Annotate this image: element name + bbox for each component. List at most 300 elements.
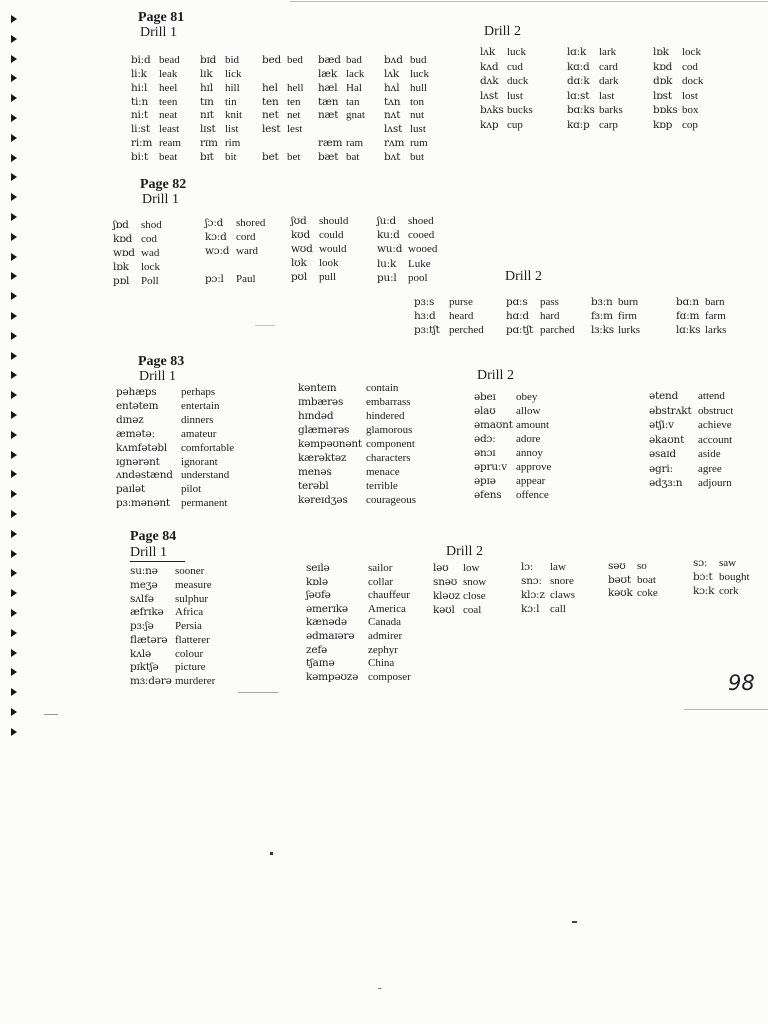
phonetic-transcription: hɑːd <box>506 310 529 322</box>
phonetic-transcription: pɑːtʃt <box>506 324 534 336</box>
drill-word: list <box>225 123 239 135</box>
drill-word: Paul <box>236 273 256 285</box>
drill-word: saw <box>719 557 737 569</box>
drill-word: but <box>410 151 425 163</box>
phonetic-transcription: lɪst <box>200 123 216 135</box>
phonetic-transcription: ʃɔːd <box>205 217 224 229</box>
drill-word: coal <box>463 604 482 616</box>
drill-word: pull <box>319 271 337 283</box>
section-heading: Page 84 <box>130 529 177 544</box>
drill-word: understand <box>181 469 230 481</box>
binding-hole-mark <box>11 173 17 181</box>
phonetic-transcription: suːnə <box>130 565 158 577</box>
drill-title: Drill 2 <box>446 544 483 559</box>
phonetic-transcription: nʌt <box>384 109 401 121</box>
phonetic-transcription: bɪt <box>200 151 214 163</box>
phonetic-transcription: wʊd <box>291 243 313 255</box>
phonetic-transcription: tiːn <box>131 96 149 108</box>
drill-word: ten <box>287 96 301 108</box>
drill-word: barn <box>705 296 725 308</box>
phonetic-transcription: niːt <box>131 109 149 121</box>
drill-word: cord <box>236 231 256 243</box>
phonetic-transcription: tʃaɪnə <box>306 657 335 669</box>
drill-word: lust <box>507 90 523 102</box>
binding-hole-mark <box>11 154 17 162</box>
phonetic-transcription: hɪndəd <box>298 410 334 422</box>
phonetic-transcription: əmaʊnt <box>474 419 513 431</box>
phonetic-transcription: bɑːks <box>567 104 595 116</box>
phonetic-transcription: æfrɪkə <box>130 606 164 618</box>
drill-word: larks <box>705 324 727 336</box>
phonetic-transcription: kləʊz <box>433 590 460 602</box>
drill-title: Drill 1 <box>130 545 185 562</box>
drill-title: Drill 2 <box>477 368 514 383</box>
phonetic-transcription: nɪt <box>200 109 214 121</box>
drill-word: courageous <box>366 494 417 506</box>
phonetic-transcription: kʌmfətəbl <box>116 442 168 454</box>
phonetic-transcription: pɑːs <box>506 296 528 308</box>
drill-word: neat <box>159 109 178 121</box>
drill-word: glamorous <box>366 424 413 436</box>
drill-word: embarrass <box>366 396 411 408</box>
drill-word: lack <box>346 68 365 80</box>
phonetic-transcription: lɔː <box>521 561 534 573</box>
drill-word: entertain <box>181 400 220 412</box>
phonetic-transcription: hʌl <box>384 82 400 94</box>
drill-word: zephyr <box>368 644 398 656</box>
drill-word: terrible <box>366 480 398 492</box>
phonetic-transcription: bəʊt <box>608 574 631 586</box>
phonetic-transcription: puːl <box>377 272 397 284</box>
drill-word: rim <box>225 137 241 149</box>
binding-hole-mark <box>11 312 17 320</box>
binding-hole-mark <box>11 470 17 478</box>
phonetic-transcription: lʌk <box>480 46 496 58</box>
drill-word: ram <box>346 137 364 149</box>
phonetic-transcription: hel <box>262 82 278 94</box>
phonetic-transcription: ræm <box>318 137 343 149</box>
drill-word: bit <box>225 151 237 163</box>
phonetic-transcription: ten <box>262 96 279 108</box>
drill-word: account <box>698 434 733 446</box>
drill-word: adjourn <box>698 477 732 489</box>
phonetic-transcription: bɔːt <box>693 571 713 583</box>
phonetic-transcription: net <box>262 109 279 121</box>
phonetic-transcription: riːm <box>131 137 153 149</box>
binding-hole-mark <box>11 55 17 63</box>
drill-word: Hal <box>346 82 362 94</box>
binding-hole-mark <box>11 15 17 23</box>
binding-hole-mark <box>11 94 17 102</box>
phonetic-transcription: bæd <box>318 54 341 66</box>
scan-artifact <box>378 988 381 989</box>
drill-word: claws <box>550 589 576 601</box>
drill-word: approve <box>516 461 552 473</box>
phonetic-transcription: əmerɪkə <box>306 603 348 615</box>
drill-word: box <box>682 104 699 116</box>
phonetic-transcription: næt <box>318 109 339 121</box>
drill-word: lick <box>225 68 242 80</box>
binding-hole-mark <box>11 193 17 201</box>
drill-word: cud <box>507 61 523 73</box>
drill-word: murderer <box>175 675 216 687</box>
drill-word: Persia <box>175 620 202 632</box>
binding-hole-mark <box>11 708 17 716</box>
binding-hole-mark <box>11 371 17 379</box>
drill-word: coke <box>637 587 658 599</box>
drill-word: heard <box>449 310 474 322</box>
phonetic-transcription: liːst <box>131 123 150 135</box>
drill-word: dock <box>682 75 704 87</box>
drill-word: heel <box>159 82 178 94</box>
binding-hole-mark <box>11 589 17 597</box>
drill-word: allow <box>516 405 541 417</box>
phonetic-transcription: bʌd <box>384 54 403 66</box>
section-heading: Page 82 <box>140 177 187 192</box>
phonetic-transcription: bɑːn <box>676 296 699 308</box>
drill-word: hard <box>540 310 560 322</box>
drill-word: agree <box>698 463 722 475</box>
phonetic-transcription: ʃʊd <box>291 215 307 227</box>
drill-word: ton <box>410 96 425 108</box>
drill-word: tin <box>225 96 237 108</box>
drill-word: bat <box>346 151 360 163</box>
drill-word: aside <box>698 448 721 460</box>
phonetic-transcription: fɜːm <box>591 310 613 322</box>
phonetic-transcription: əpɪə <box>474 475 496 487</box>
phonetic-transcription: tɪn <box>200 96 214 108</box>
phonetic-transcription: hiːl <box>131 82 148 94</box>
binding-hole-mark <box>11 431 17 439</box>
drill-word: measure <box>175 579 212 591</box>
phonetic-transcription: glæmərəs <box>298 424 350 436</box>
phonetic-transcription: pʊl <box>291 271 307 283</box>
drill-word: pass <box>540 296 559 308</box>
drill-word: bud <box>410 54 427 66</box>
drill-word: sulphur <box>175 593 208 605</box>
scan-artifact <box>44 714 58 715</box>
scan-artifact <box>238 692 278 693</box>
phonetic-transcription: lʌst <box>384 123 403 135</box>
phonetic-transcription: lest <box>262 123 281 135</box>
page-number: 98 <box>728 671 755 695</box>
phonetic-transcription: lʌst <box>480 90 499 102</box>
phonetic-transcription: wɔːd <box>205 245 230 257</box>
phonetic-transcription: biːt <box>131 151 149 163</box>
drill-word: annoy <box>516 447 543 459</box>
phonetic-transcription: lɒk <box>113 261 129 273</box>
phonetic-transcription: lʊk <box>291 257 307 269</box>
binding-hole-mark <box>11 530 17 538</box>
drill-word: ignorant <box>181 456 218 468</box>
drill-word: dinners <box>181 414 214 426</box>
binding-hole-mark <box>11 629 17 637</box>
drill-word: offence <box>516 489 549 501</box>
phonetic-transcription: sʌlfə <box>130 593 154 605</box>
drill-word: gnat <box>346 109 365 121</box>
binding-hole-mark <box>11 688 17 696</box>
drill-word: hill <box>225 82 240 94</box>
phonetic-transcription: mɜːdərə <box>130 675 172 687</box>
phonetic-transcription: bed <box>262 54 282 66</box>
phonetic-transcription: biːd <box>131 54 151 66</box>
phonetic-transcription: hɜːd <box>414 310 436 322</box>
phonetic-transcription: meʒə <box>130 579 158 591</box>
drill-word: bought <box>719 571 750 583</box>
drill-word: look <box>319 257 339 269</box>
phonetic-transcription: pɜːmənənt <box>116 497 170 509</box>
drill-word: low <box>463 562 480 574</box>
drill-word: amateur <box>181 428 217 440</box>
scan-artifact <box>290 1 768 2</box>
binding-hole-mark <box>11 649 17 657</box>
phonetic-transcription: pɜːʃə <box>130 620 154 632</box>
phonetic-transcription: æmətəː <box>116 428 155 440</box>
phonetic-transcription: bɜːn <box>591 296 613 308</box>
phonetic-transcription: ədmaɪərə <box>306 630 355 642</box>
drill-word: obstruct <box>698 405 734 417</box>
drill-word: menace <box>366 466 400 478</box>
binding-hole-mark <box>11 451 17 459</box>
drill-title: Drill 2 <box>484 24 521 39</box>
phonetic-transcription: hæl <box>318 82 338 94</box>
phonetic-transcription: kɒd <box>113 233 133 245</box>
drill-word: characters <box>366 452 411 464</box>
phonetic-transcription: lɑːst <box>567 90 590 102</box>
drill-word: law <box>550 561 566 573</box>
drill-word: cop <box>682 119 698 131</box>
phonetic-transcription: lɒk <box>653 46 669 58</box>
drill-word: contain <box>366 382 399 394</box>
drill-word: bead <box>159 54 180 66</box>
phonetic-transcription: lɑːk <box>567 46 587 58</box>
phonetic-transcription: kəʊk <box>608 587 633 599</box>
phonetic-transcription: kəmpəʊzə <box>306 671 359 683</box>
phonetic-transcription: tæn <box>318 96 339 108</box>
drill-word: purse <box>449 296 473 308</box>
phonetic-transcription: rɪm <box>200 137 218 149</box>
phonetic-transcription: bɪd <box>200 54 217 66</box>
drill-word: flatterer <box>175 634 210 646</box>
binding-hole-mark <box>11 510 17 518</box>
drill-word: snore <box>550 575 574 587</box>
drill-word: barks <box>599 104 623 116</box>
phonetic-transcription: kænədə <box>306 616 347 628</box>
drill-word: hindered <box>366 410 405 422</box>
phonetic-transcription: lɜːks <box>591 324 614 336</box>
phonetic-transcription: snəʊ <box>433 576 458 588</box>
binding-hole-mark <box>11 391 17 399</box>
phonetic-transcription: pɪktʃə <box>130 661 159 673</box>
phonetic-transcription: əkaʊnt <box>649 434 685 446</box>
drill-word: attend <box>698 390 725 402</box>
phonetic-transcription: kənteɪn <box>298 382 337 394</box>
phonetic-transcription: læk <box>318 68 337 80</box>
drill-word: cod <box>141 233 157 245</box>
drill-word: shoed <box>408 215 434 227</box>
drill-word: leak <box>159 68 178 80</box>
drill-word: lest <box>287 123 303 135</box>
drill-word: lark <box>599 46 617 58</box>
drill-word: admirer <box>368 630 403 642</box>
phonetic-transcription: kɒlə <box>306 576 328 588</box>
phonetic-transcription: lɒst <box>653 90 672 102</box>
phonetic-transcription: ətend <box>649 390 679 402</box>
drill-word: bad <box>346 54 362 66</box>
drill-word: pool <box>408 272 428 284</box>
drill-word: permanent <box>181 497 228 509</box>
phonetic-transcription: lʌk <box>384 68 400 80</box>
scan-artifact <box>684 709 768 710</box>
phonetic-transcription: ənɔɪ <box>474 447 496 459</box>
drill-title: Drill 1 <box>139 369 176 384</box>
drill-word: would <box>319 243 347 255</box>
binding-hole-mark <box>11 213 17 221</box>
phonetic-transcription: ʃɒd <box>113 219 129 231</box>
phonetic-transcription: flætərə <box>130 634 168 646</box>
drill-title: Drill 1 <box>142 192 179 207</box>
phonetic-transcription: ʃəʊfə <box>306 589 331 601</box>
drill-word: shod <box>141 219 162 231</box>
phonetic-transcription: kɒd <box>653 61 673 73</box>
phonetic-transcription: lɑːks <box>676 324 701 336</box>
drill-word: cooed <box>408 229 435 241</box>
phonetic-transcription: kəreɪdʒəs <box>298 494 348 506</box>
phonetic-transcription: pɜːs <box>414 296 435 308</box>
binding-hole-mark <box>11 332 17 340</box>
phonetic-transcription: pɒl <box>113 275 130 287</box>
phonetic-transcription: əsaɪd <box>649 448 676 460</box>
drill-word: could <box>319 229 344 241</box>
drill-word: chauffeur <box>368 589 410 601</box>
drill-word: bid <box>225 54 240 66</box>
phonetic-transcription: dɒk <box>653 75 673 87</box>
drill-word: hull <box>410 82 428 94</box>
drill-word: Africa <box>175 606 204 618</box>
phonetic-transcription: kəʊl <box>433 604 455 616</box>
phonetic-transcription: snɔː <box>521 575 542 587</box>
drill-word: duck <box>507 75 529 87</box>
phonetic-transcription: rʌm <box>384 137 405 149</box>
drill-word: China <box>368 657 395 669</box>
phonetic-transcription: bet <box>262 151 279 163</box>
phonetic-transcription: dɪnəz <box>116 414 144 426</box>
binding-hole-mark <box>11 609 17 617</box>
drill-word: last <box>599 90 615 102</box>
drill-word: hell <box>287 82 304 94</box>
binding-hole-mark <box>11 668 17 676</box>
binding-hole-mark <box>11 411 17 419</box>
drill-word: composer <box>368 671 411 683</box>
drill-word: teen <box>159 96 178 108</box>
phonetic-transcription: pɜːtʃt <box>414 324 440 336</box>
drill-word: tan <box>346 96 360 108</box>
drill-word: lust <box>410 123 426 135</box>
phonetic-transcription: pəhæps <box>116 386 157 398</box>
drill-word: cup <box>507 119 523 131</box>
phonetic-transcription: ətʃiːv <box>649 419 674 431</box>
drill-word: card <box>599 61 618 73</box>
drill-word: bucks <box>507 104 533 116</box>
drill-word: picture <box>175 661 206 673</box>
drill-word: cod <box>682 61 698 73</box>
phonetic-transcription: terəbl <box>298 480 329 492</box>
binding-hole-mark <box>11 233 17 241</box>
drill-word: Canada <box>368 616 401 628</box>
drill-word: knit <box>225 109 243 121</box>
drill-word: Luke <box>408 258 431 270</box>
phonetic-transcription: kʌd <box>480 61 499 73</box>
drill-word: comfortable <box>181 442 235 454</box>
binding-hole-mark <box>11 352 17 360</box>
drill-word: ream <box>159 137 181 149</box>
phonetic-transcription: ləʊ <box>433 562 449 574</box>
drill-word: burn <box>618 296 639 308</box>
binding-hole-mark <box>11 134 17 142</box>
phonetic-transcription: ʃuːd <box>377 215 397 227</box>
drill-word: lost <box>682 90 698 102</box>
phonetic-transcription: kɑːp <box>567 119 590 131</box>
scan-artifact <box>572 921 577 923</box>
drill-word: component <box>366 438 415 450</box>
phonetic-transcription: paɪlət <box>116 483 145 495</box>
drill-word: snow <box>463 576 487 588</box>
scan-artifact <box>270 852 273 855</box>
drill-word: sooner <box>175 565 205 577</box>
phonetic-transcription: bɒks <box>653 104 678 116</box>
binding-hole-mark <box>11 272 17 280</box>
phonetic-transcription: səʊ <box>608 560 626 572</box>
drill-word: parched <box>540 324 575 336</box>
phonetic-transcription: hɪl <box>200 82 213 94</box>
phonetic-transcription: fɑːm <box>676 310 700 322</box>
phonetic-transcription: entəteɪn <box>116 400 159 412</box>
drill-word: pilot <box>181 483 202 495</box>
binding-hole-mark <box>11 490 17 498</box>
drill-word: wad <box>141 247 160 259</box>
binding-hole-mark <box>11 550 17 558</box>
drill-title: Drill 2 <box>505 269 542 284</box>
phonetic-transcription: kəmpəʊnənt <box>298 438 362 450</box>
phonetic-transcription: əbeɪ <box>474 391 496 403</box>
drill-word: lurks <box>618 324 640 336</box>
phonetic-transcription: əfens <box>474 489 502 501</box>
phonetic-transcription: wɒd <box>113 247 135 259</box>
section-heading: Page 83 <box>138 354 185 369</box>
drill-word: call <box>550 603 566 615</box>
drill-word: shored <box>236 217 266 229</box>
phonetic-transcription: klɔːz <box>521 589 545 601</box>
phonetic-transcription: seɪlə <box>306 562 330 574</box>
drill-word: boat <box>637 574 656 586</box>
phonetic-transcription: ədʒɜːn <box>649 477 683 489</box>
drill-word: collar <box>368 576 394 588</box>
phonetic-transcription: bʌt <box>384 151 401 163</box>
phonetic-transcription: kɑːd <box>567 61 590 73</box>
section-heading: Page 81 <box>138 10 185 25</box>
phonetic-transcription: tʌn <box>384 96 401 108</box>
drill-word: so <box>637 560 647 572</box>
drill-word: dark <box>599 75 619 87</box>
phonetic-transcription: kærəktəz <box>298 452 347 464</box>
phonetic-transcription: wuːd <box>377 243 403 255</box>
phonetic-transcription: luːk <box>377 258 397 270</box>
phonetic-transcription: liːk <box>131 68 147 80</box>
phonetic-transcription: ʌndəstænd <box>116 469 173 481</box>
binding-hole-mark <box>11 728 17 736</box>
drill-word: appear <box>516 475 546 487</box>
phonetic-transcription: sɔː <box>693 557 708 569</box>
